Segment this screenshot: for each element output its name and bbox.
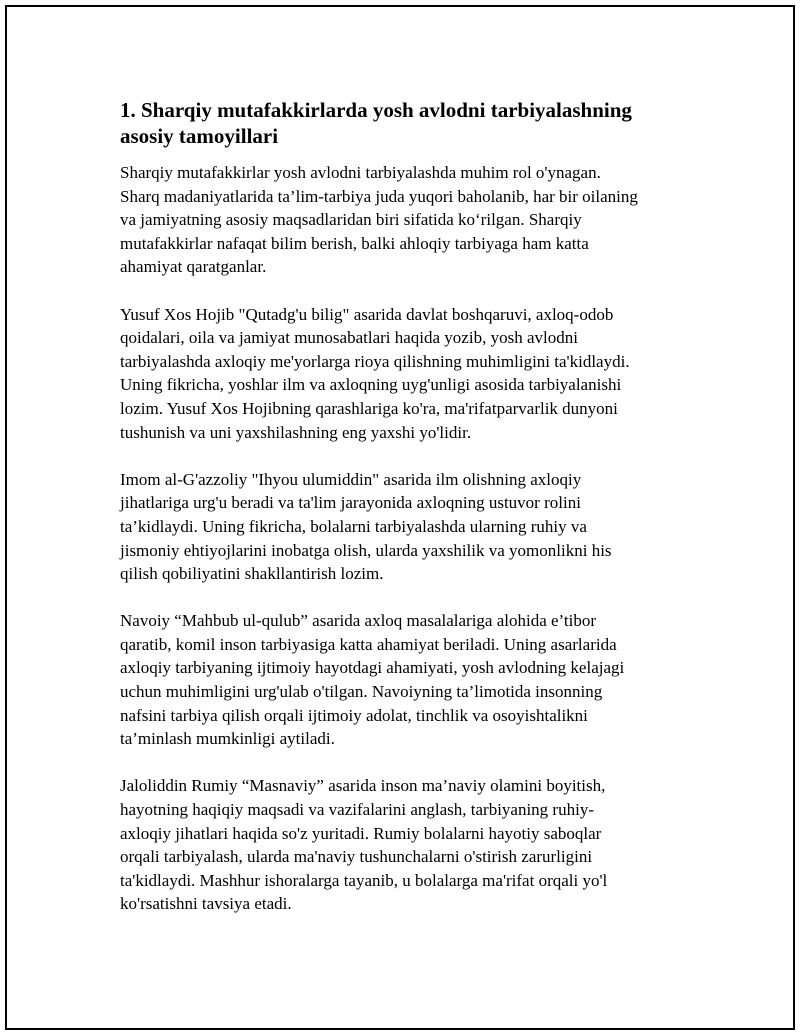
text-line: mutafakkirlar nafaqat bilim berish, balki ahloqiy tarbiyaga ham katta (120, 233, 589, 253)
text-line: hayotning haqiqiy maqsadi va vazifalarini anglash, tarbiyaning ruhiy- (120, 800, 594, 820)
document-page (5, 5, 795, 1030)
paragraph-yusuf-xos-hojib (120, 303, 692, 445)
text-line: Jaloliddin Rumiy “Masnaviy” asarida inson ma’naviy olamini boyitish, (120, 776, 606, 796)
text-line: va jamiyatning asosiy maqsadlaridan biri sifatida ko‘rilgan. Sharqiy (120, 210, 582, 230)
document-body (120, 97, 692, 940)
text-line: tarbiyalashda axloqiy me'yorlarga rioya qilishning muhimligini ta'kidlaydi. (120, 351, 630, 371)
text-line: Imom al-G'azzoliy "Ihyou ulumiddin" asarida ilm olishning axloqiy (120, 469, 582, 489)
text-line: orqali tarbiyalash, ularda ma'naviy tushunchalarni o'stirish zarurligini (120, 847, 593, 867)
section-heading (120, 97, 692, 149)
text-line: Sharqiy mutafakkirlar yosh avlodni tarbiyalashda muhim rol o'ynagan. (120, 163, 601, 182)
heading-line: 1. Sharqiy mutafakkirlarda yosh avlodni tarbiyalashning (120, 98, 632, 122)
paragraph-rumiy (120, 774, 692, 916)
text-line: uchun muhimligini urg'ulab o'tilgan. Navoiyning ta’limotida insonning (120, 682, 603, 702)
heading-line: asosiy tamoyillari (120, 124, 279, 148)
text-line: qaratib, komil inson tarbiyasiga katta ahamiyat beriladi. Uning asarlarida (120, 634, 617, 654)
paragraph-navoiy (120, 609, 692, 751)
text-line: ko'rsatishni tavsiya etadi. (120, 894, 292, 914)
text-line: lozim. Yusuf Xos Hojibning qarashlariga ko'ra, ma'rifatparvarlik dunyoni (120, 398, 618, 418)
text-line: axloqiy tarbiyaning ijtimoiy hayotdagi ahamiyati, yosh avlodning kelajagi (120, 658, 625, 678)
text-line: ahamiyat qaratganlar. (120, 257, 267, 277)
text-line: ta'kidlaydi. Mashhur ishoralarga tayanib, u bolalarga ma'rifat orqali yo'l (120, 870, 608, 890)
text-line: Navoiy “Mahbub ul-qulub” asarida axloq masalalariga alohida e’tibor (120, 611, 596, 631)
text-line: ta’minlash mumkinligi aytiladi. (120, 729, 335, 749)
text-line: Uning fikricha, yoshlar ilm va axloqning uyg'unligi asosida tarbiyalanishi (120, 375, 622, 395)
text-line: jihatlariga urg'u beradi va ta'lim jarayonida axloqning ustuvor rolini (120, 493, 581, 513)
text-line: ta’kidlaydi. Uning fikricha, bolalarni tarbiyalashda ularning ruhiy va (120, 516, 587, 536)
text-line: qilish qobiliyatini shakllantirish lozim. (120, 564, 384, 584)
text-line: jismoniy ehtiyojlarini inobatga olish, ularda yaxshilik va yomonlikni his (120, 540, 612, 560)
paragraph-intro (120, 161, 692, 279)
text-line: qoidalari, oila va jamiyat munosabatlari haqida yozib, yosh avlodni (120, 328, 578, 348)
text-line: Sharq madaniyatlarida ta’lim-tarbiya juda yuqori baholanib, har bir oilaning (120, 186, 638, 206)
text-line: nafsini tarbiya qilish orqali ijtimoiy adolat, tinchlik va osoyishtalikni (120, 705, 588, 725)
text-line: tushunish va uni yaxshilashning eng yaxshi yo'lidir. (120, 422, 472, 442)
text-line: Yusuf Xos Hojib "Qutadg'u bilig" asarida davlat boshqaruvi, axloq-odob (120, 304, 614, 324)
text-line: axloqiy jihatlari haqida so'z yuritadi. Rumiy bolalarni hayotiy saboqlar (120, 823, 602, 843)
paragraph-al-gazzoliy (120, 468, 692, 586)
